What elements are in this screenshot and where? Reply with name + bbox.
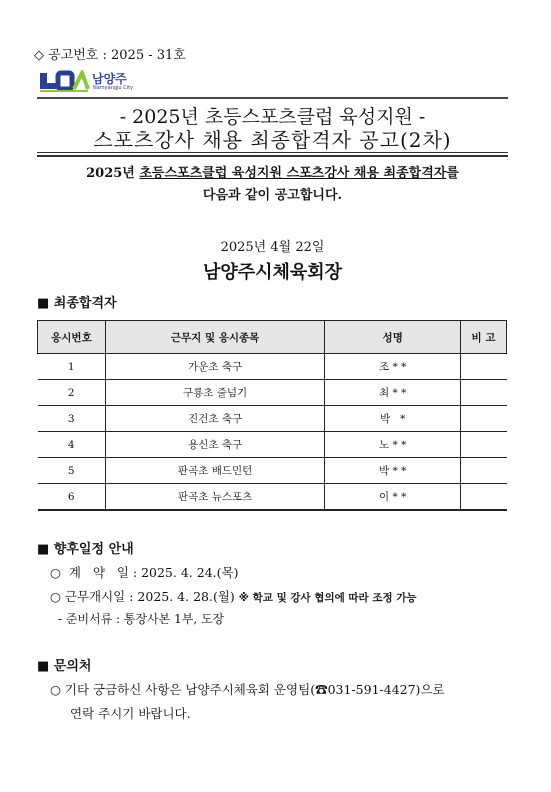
applicant-name: 박 *	[325, 406, 461, 432]
work-start-line	[50, 587, 417, 605]
title-top-rule	[37, 97, 508, 99]
applicant-number: 2	[38, 380, 106, 406]
remarks	[461, 406, 507, 432]
contact-line-2: 연락 주시기 바랍니다.	[70, 706, 191, 721]
work-start-date: ○ 근무개시일 : 2025. 4. 28.(월)	[50, 589, 235, 604]
title-bottom-rule-thick	[37, 155, 508, 157]
workplace-event: 구룡초 줄넘기	[105, 380, 324, 406]
intro-line-1	[37, 162, 508, 181]
remarks	[461, 432, 507, 458]
column-header: 성명	[325, 321, 461, 354]
applicant-number: 3	[38, 406, 106, 432]
remarks	[461, 458, 507, 484]
applicant-number: 5	[38, 458, 106, 484]
namyangju-logo	[38, 70, 158, 98]
contact-line-1: ○ 기타 궁금하신 사항은 남양주시체육회 운영팀(☎031-591-4427)으로	[50, 682, 445, 697]
logo-name: 남양주	[92, 72, 127, 86]
remarks	[461, 354, 507, 380]
applicant-number: 6	[38, 484, 106, 511]
column-header: 비 고	[461, 321, 507, 354]
logo-subtitle: Namyangju City	[93, 85, 133, 91]
applicant-number: 1	[38, 354, 106, 380]
announcement-date: 2025년 4월 22일	[220, 240, 325, 255]
intro-underlined: 초등스포츠클럽 육성지원 스포츠강사 채용 최종합격자	[139, 166, 447, 181]
schedule-heading: ■ 향후일정 안내	[37, 542, 134, 557]
applicant-name: 이 * *	[325, 484, 461, 511]
notice-number: ◇ 공고번호 : 2025 - 31호	[34, 48, 186, 63]
applicant-name: 최 * *	[325, 380, 461, 406]
contract-date: ○ 계 약 일 : 2025. 4. 24.(목)	[50, 565, 239, 580]
workplace-event: 판곡초 배드민턴	[105, 458, 324, 484]
column-header: 응시번호	[38, 321, 106, 354]
logo-mark-icon	[38, 70, 90, 94]
results-heading: ■ 최종합격자	[37, 296, 117, 311]
table-row	[38, 484, 507, 511]
table-row	[38, 458, 507, 484]
table-row	[38, 354, 507, 380]
remarks	[461, 380, 507, 406]
organization-name: 남양주시체육회장	[202, 262, 343, 283]
required-documents: - 준비서류 : 통장사본 1부, 도장	[58, 612, 225, 626]
table-header-row	[38, 321, 507, 354]
remarks	[461, 484, 507, 511]
title-line-1: - 2025년 초등스포츠클럽 육성지원 -	[119, 106, 426, 128]
workplace-event: 용신초 축구	[105, 432, 324, 458]
work-start-note: ※ 학교 및 강사 협의에 따라 조정 가능	[238, 592, 417, 604]
title-bottom-rule	[37, 152, 508, 153]
intro-prefix: 2025년	[86, 166, 140, 181]
contact-heading: ■ 문의처	[37, 659, 92, 674]
column-header: 근무지 및 응시종목	[105, 321, 324, 354]
table-row	[38, 380, 507, 406]
title-line-2: 스포츠강사 채용 최종합격자 공고(2차)	[93, 128, 452, 152]
intro-suffix: 를	[446, 166, 459, 181]
results-table	[37, 320, 507, 511]
table-row	[38, 432, 507, 458]
workplace-event: 판곡초 뉴스포츠	[105, 484, 324, 511]
applicant-name: 노 * *	[325, 432, 461, 458]
applicant-name: 박 * *	[325, 458, 461, 484]
applicant-number: 4	[38, 432, 106, 458]
intro-line-2: 다음과 같이 공고합니다.	[202, 188, 343, 203]
workplace-event: 진건초 축구	[105, 406, 324, 432]
table-row	[38, 406, 507, 432]
workplace-event: 가운초 축구	[105, 354, 324, 380]
applicant-name: 조 * *	[325, 354, 461, 380]
